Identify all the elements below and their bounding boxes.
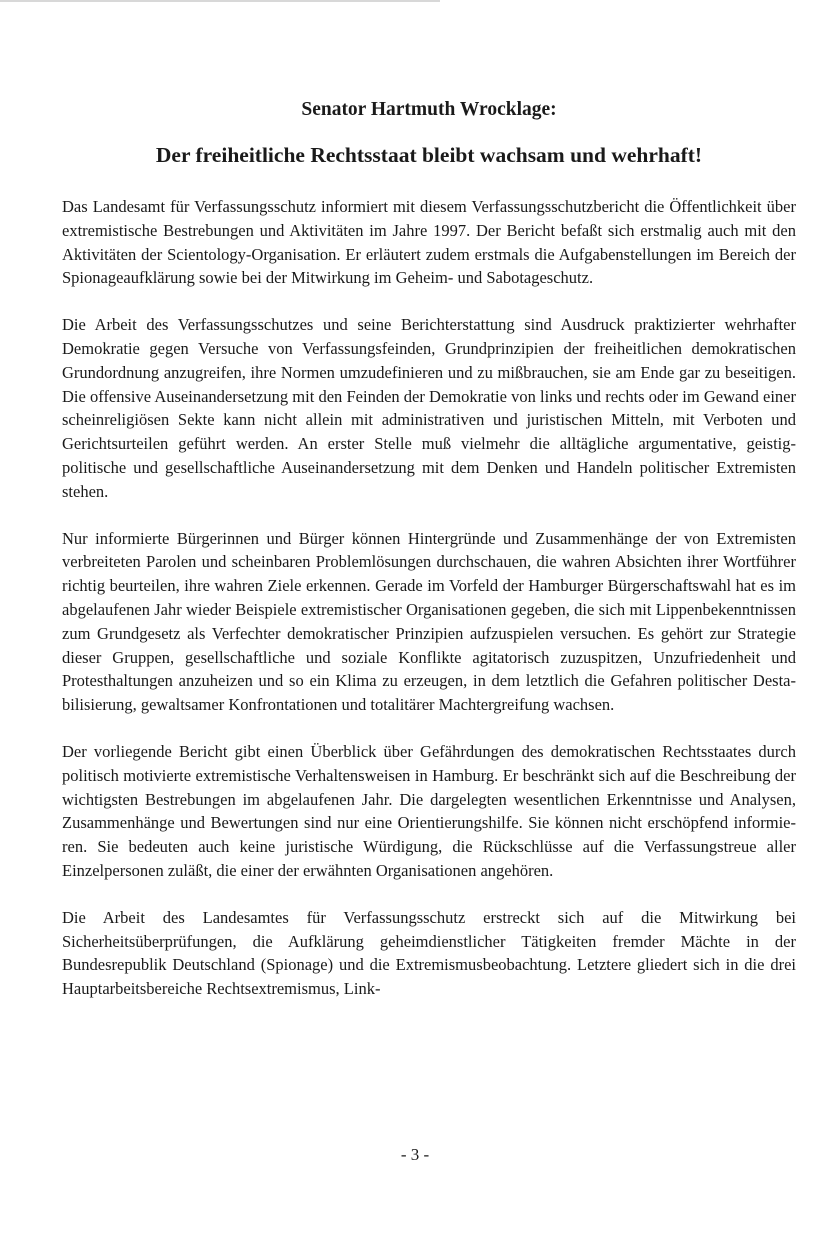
paragraph-4: Der vorliegende Bericht gibt einen Überblick über Gefährdungen des demokratischen Rechtsstaates durch politisch motivierte extremistische Verhaltensweisen in Hamburg. Er beschränkt sich auf die Beschreibung der wichtigsten Bestrebungen im abgelaufenen Jahr. Die dargelegten wesentlichen Erkenntnisse und Analysen, Zusammenhänge und Bewertungen sind nur eine Orientierungshilfe. Sie können nicht erschöpfend informieren. Sie bedeuten auch keine juristische Würdigung, die Rückschlüsse auf die Verfassungstreue aller Einzelpersonen zuläßt, die einer der erwähnten Organisationen angehören. — [62, 741, 796, 880]
paragraph-5: Die Arbeit des Landesamtes für Verfassungsschutz erstreckt sich auf die Mitwirkung bei Sicherheitsüberprüfungen, die Aufklärung geheimdienstlicher Tätigkeiten fremder Mächte in der Bundesrepublik Deutschland (Spionage) und die Extremismusbeobachtung. Letztere gliedert sich in die drei Hauptarbeitsbereiche Rechtsextremismus, Link- — [62, 907, 796, 999]
scan-edge-line — [0, 0, 440, 2]
paragraph-3: Nur informierte Bürgerinnen und Bürger können Hintergründe und Zusammenhänge der von Extremisten verbreiteten Parolen und scheinbaren Problemlösungen durchschauen, die wahren Absichten ihrer Wortführer richtig beurteilen, ihre wahren Ziele erkennen. Gerade im Vorfeld der Hamburger Bürgerschaftswahl hat es im abgelaufenen Jahr wieder Beispiele extremistischer Organisationen gegeben, die sich mit Lippenbekenntnissen zum Grundgesetz als Verfechter demokratischer Prinzipien aufzuspielen versuchen. Es gehört zur Strategie dieser Gruppen, gesellschaftliche und soziale Konflikte agitatorisch zuzuspitzen, Unzufriedenheit und Protesthaltungen anzuheizen und so ein Klima zu erzeugen, in dem letztlich die Gefahren politischer Destabilisierung, gewaltsamer Konfrontationen und totalitärer Machtergreifung wachsen. — [62, 528, 796, 715]
paragraph-2: Die Arbeit des Verfassungsschutzes und seine Berichterstattung sind Ausdruck praktizierter wehrhafter Demokratie gegen Versuche von Verfassungsfeinden, Grundprinzipien der freiheitlichen demokratischen Grundordnung anzugreifen, ihre Normen umzudefinieren und zu mißbrauchen, sie am Ende gar zu beseitigen. Die offensive Auseinandersetzung mit den Feinden der Demokratie von links und rechts oder im Gewand einer scheinreligiösen Sekte kann nicht allein mit administrativen und juristischen Mitteln, mit Verboten und Gerichtsurteilen geführt werden. An erster Stelle muß vielmehr die alltägliche argumentative, geistig-politische und gesellschaftliche Auseinandersetzung mit dem Denken und Handeln politischer Extremisten stehen. — [62, 315, 796, 501]
page-title: Der freiheitliche Rechtsstaat bleibt wachsam und wehrhaft! — [155, 143, 703, 167]
paragraph-1: Das Landesamt für Verfassungsschutz informiert mit diesem Verfassungsschutzbericht die Öffentlichkeit über extremistische Bestrebungen und Aktivitäten im Jahre 1997. Der Bericht befaßt sich erstmalig auch mit den Aktivitäten der Scientology-Organisation. Er erläutert zudem erstmals die Aufgabenstellungen im Bereich der Spionageaufklärung sowie bei der Mitwirkung im Geheim- und Sabotageschutz. — [62, 197, 796, 288]
page-number: - 3 - — [400, 1145, 430, 1164]
document-page — [62, 98, 796, 1024]
body-text — [62, 195, 796, 1001]
author-heading: Senator Hartmuth Wrocklage: — [301, 99, 557, 120]
